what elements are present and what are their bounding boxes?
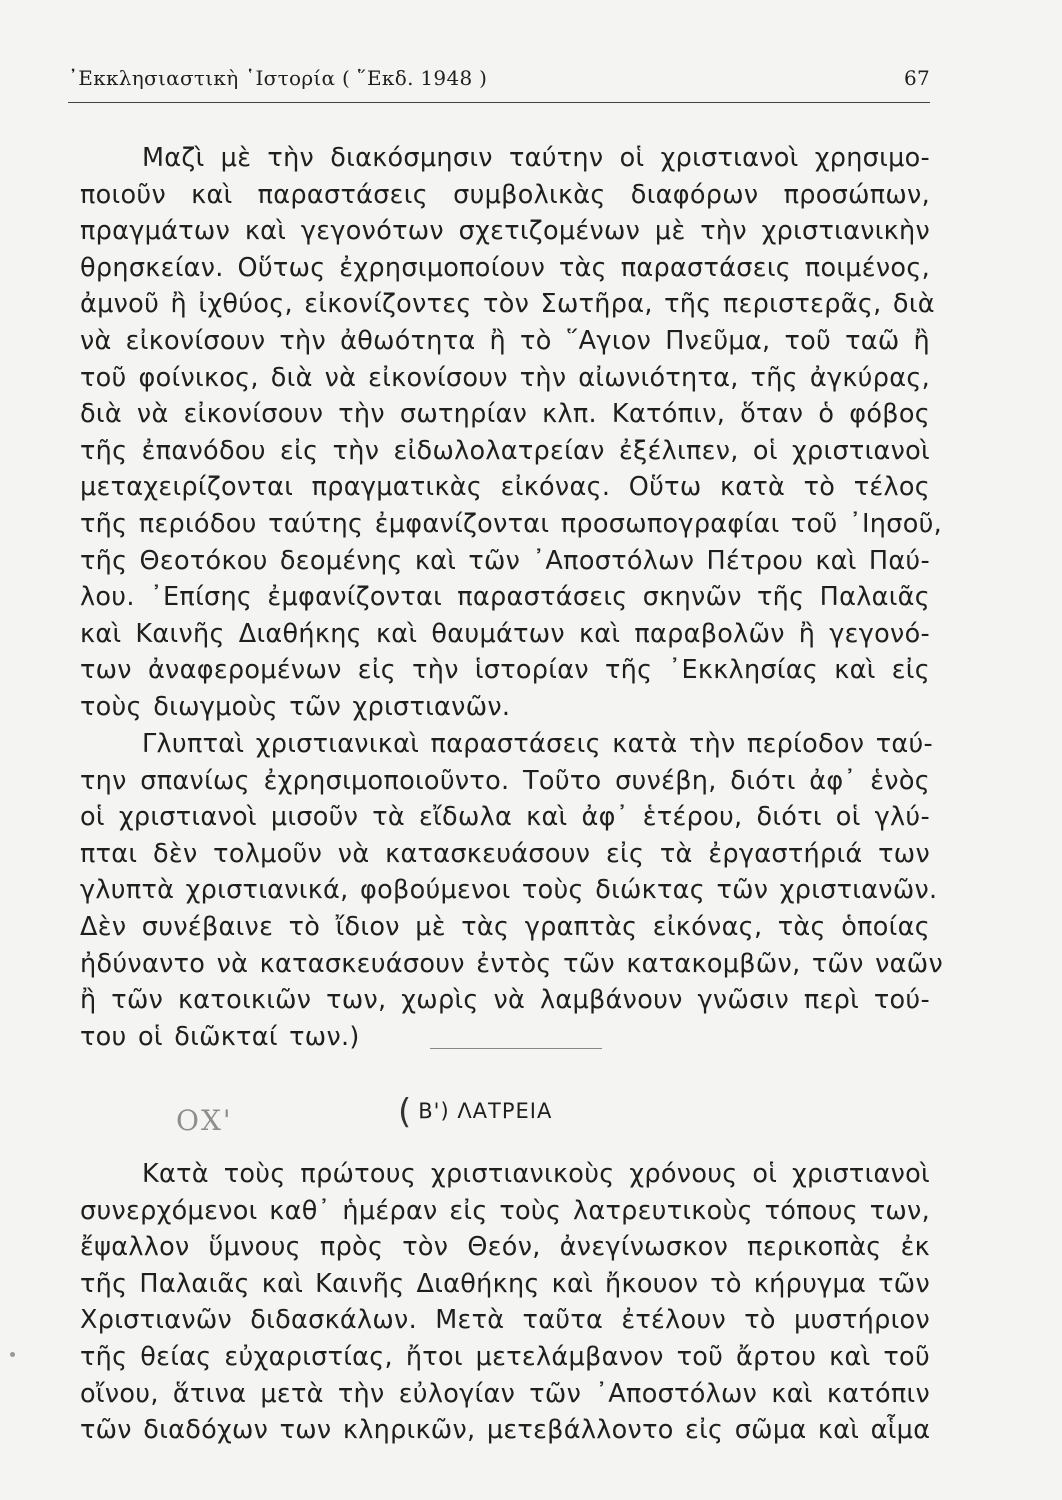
text-line: λου. ᾿Επίσης ἐμφανίζονται παραστάσεις σκηνῶν τῆς Παλαιᾶς: [80, 582, 930, 613]
text-line: τῆς θείας εὐχαριστίας, ἤτοι μετελάμβανον τοῦ ἄρτου καὶ τοῦ: [80, 1341, 930, 1372]
margin-speck: [10, 1352, 15, 1357]
paragraph-sculpture: [80, 726, 943, 1055]
text-line: μεταχειρίζονται πραγματικὰς εἰκόνας. Οὕτω κατὰ τὸ τέλος: [80, 472, 930, 503]
text-line: πται δὲν τολμοῦν νὰ κατασκευάσουν εἰς τὰ ἐργαστήριά των: [80, 838, 930, 869]
text-line: οἱ χριστιανοὶ μισοῦν τὰ εἴδωλα καὶ ἀφ᾿ ἑτέρου, διότι οἱ γλύ-: [80, 802, 930, 833]
text-line: διὰ νὰ εἰκονίσουν τὴν σωτηρίαν κλπ. Κατόπιν, ὅταν ὁ φόβος: [80, 399, 930, 430]
paragraph-worship: [80, 1156, 930, 1449]
text-line: τῆς Θεοτόκου δεομένης καὶ τῶν ᾿Αποστόλων Πέτρου καὶ Παύ-: [80, 545, 930, 576]
text-line: Δὲν συνέβαινε τὸ ἴδιον μὲ τὰς γραπτὰς εἰκόνας, τὰς ὁποίας: [80, 911, 930, 942]
text-line: γλυπτὰ χριστιανικά, φοβούμενοι τοὺς διώκτας τῶν χριστιανῶν.: [80, 875, 938, 906]
text-line: πραγμάτων καὶ γεγονότων σχετιζομένων μὲ τὴν χριστιανικὴν: [80, 216, 930, 247]
text-line: θρησκείαν. Οὕτως ἐχρησιμοποίουν τὰς παραστάσεις ποιμένος,: [80, 252, 930, 283]
text-line: Γλυπταὶ χριστιανικαὶ παραστάσεις κατὰ τὴν περίοδον ταύ-: [142, 729, 934, 759]
text-line: του οἱ διῶκταί των.): [80, 1021, 360, 1052]
section-heading: [398, 1092, 598, 1132]
text-line: ἔψαλλον ὕμνους πρὸς τὸν Θεόν, ἀνεγίνωσκον περικοπὰς ἐκ: [80, 1232, 930, 1263]
text-line: συνερχόμενοι καθ᾿ ἡμέραν εἰς τοὺς λατρευτικοὺς τόπους των,: [80, 1195, 930, 1226]
text-line: ἀμνοῦ ἢ ἰχθύος, εἰκονίζοντες τὸν Σωτῆρα, τῆς περιστερᾶς, διὰ: [80, 289, 935, 320]
page-number: 67: [903, 66, 930, 90]
pencil-bracket: (: [398, 1092, 413, 1132]
text-line: οἴνου, ἅτινα μετὰ τὴν εὐλογίαν τῶν ᾿Αποστόλων καὶ κατόπιν: [80, 1378, 930, 1409]
paragraph-ornamentation: [80, 140, 943, 726]
text-line: καὶ Καινῆς Διαθήκης καὶ θαυμάτων καὶ παραβολῶν ἢ γεγονό-: [80, 618, 930, 649]
header-rule: [68, 102, 930, 103]
text-line: Μαζὶ μὲ τὴν διακόσμησιν ταύτην οἱ χριστιανοὶ χρησιμο-: [142, 143, 930, 173]
text-line: τῆς Παλαιᾶς καὶ Καινῆς Διαθήκης καὶ ἤκουον τὸ κήρυγμα τῶν: [80, 1268, 930, 1299]
running-header: [68, 66, 930, 100]
text-line: ποιοῦν καὶ παραστάσεις συμβολικὰς διαφόρων προσώπων,: [80, 179, 930, 210]
section-divider: [430, 1048, 602, 1049]
text-line: τῶν διαδόχων των κληρικῶν, μετεβάλλοντο εἰς σῶμα καὶ αἷμα: [80, 1415, 931, 1446]
section-heading-text: Β') ΛΑΤΡΕΙΑ: [418, 1099, 553, 1123]
text-line: τῆς περιόδου ταύτης ἐμφανίζονται προσωπογραφίαι τοῦ ᾿Ιησοῦ,: [80, 508, 943, 539]
text-line: νὰ εἰκονίσουν τὴν ἀθωότητα ἢ τὸ ῞Αγιον Πνεῦμα, τοῦ ταῶ ἢ: [80, 325, 930, 356]
text-line: την σπανίως ἐχρησιμοποιοῦντο. Τοῦτο συνέβη, διότι ἀφ᾿ ἑνὸς: [80, 765, 930, 796]
header-title: ᾿Εκκλησιαστικὴ ῾Ιστορία ( ῞Εκδ. 1948 ): [68, 66, 488, 90]
text-line: των ἀναφερομένων εἰς τὴν ἱστορίαν τῆς ᾿Εκκλησίας καὶ εἰς: [80, 655, 930, 686]
text-line: Κατὰ τοὺς πρώτους χριστιανικοὺς χρόνους οἱ χριστιανοὶ: [142, 1159, 930, 1189]
text-line: τῆς ἐπανόδου εἰς τὴν εἰδωλολατρείαν ἐξέλιπεν, οἱ χριστιανοὶ: [80, 435, 930, 466]
text-line: τοὺς διωγμοὺς τῶν χριστιανῶν.: [80, 691, 511, 722]
pencil-annotation: ΟΧ': [176, 1104, 233, 1137]
text-line: ἠδύναντο νὰ κατασκευάσουν ἐντὸς τῶν κατακομβῶν, τῶν ναῶν: [80, 948, 943, 979]
text-line: τοῦ φοίνικος, διὰ νὰ εἰκονίσουν τὴν αἰωνιότητα, τῆς ἀγκύρας,: [80, 362, 930, 393]
text-line: Χριστιανῶν διδασκάλων. Μετὰ ταῦτα ἐτέλουν τὸ μυστήριον: [80, 1305, 930, 1336]
text-line: ἢ τῶν κατοικιῶν των, χωρὶς νὰ λαμβάνουν γνῶσιν περὶ τού-: [80, 985, 930, 1016]
